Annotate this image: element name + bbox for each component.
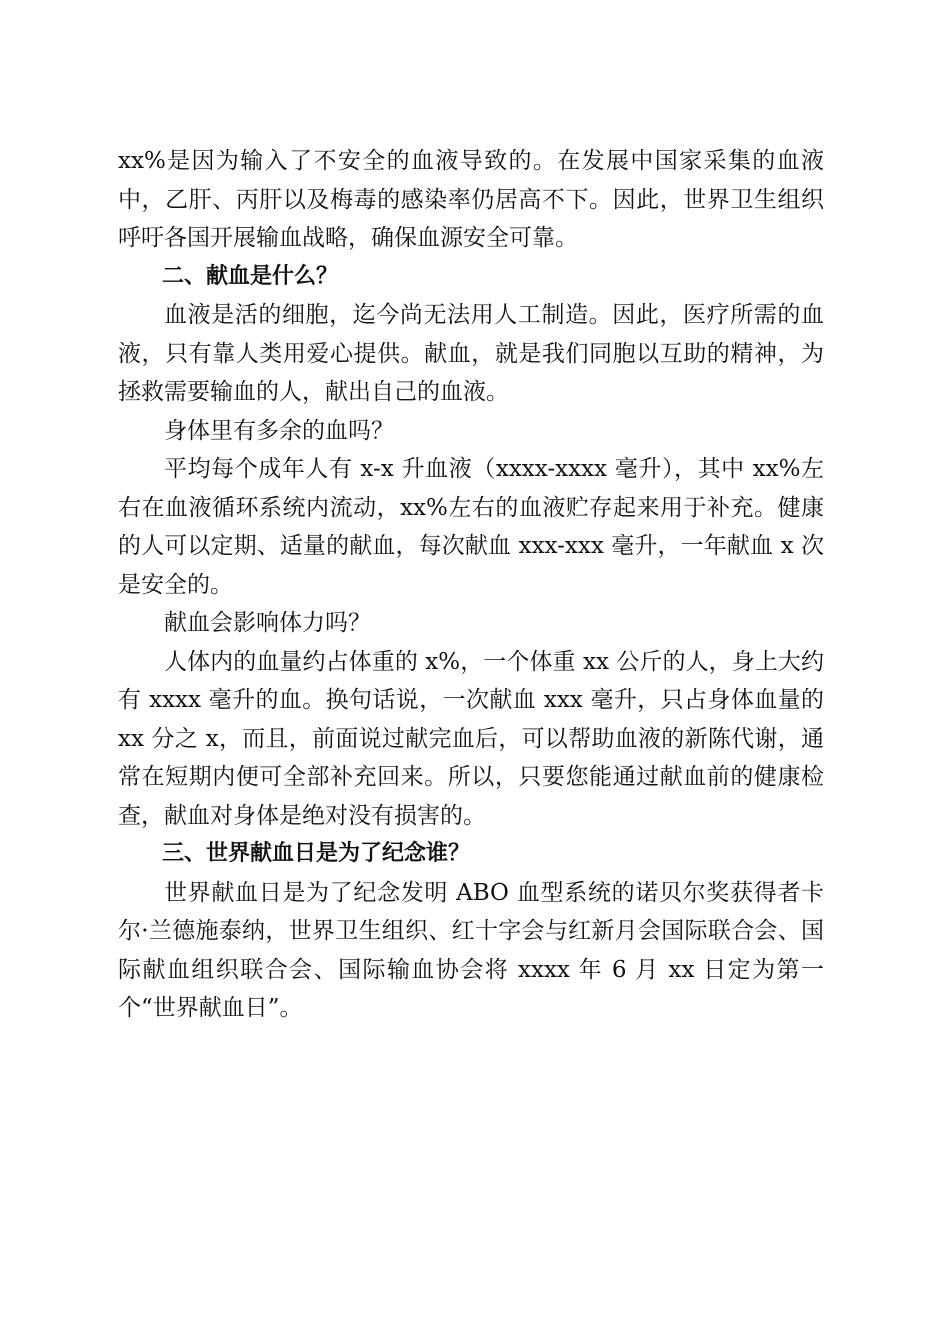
- paragraph-world-blood-day: 世界献血日是为了纪念发明 ABO 血型系统的诺贝尔奖获得者卡尔·兰德施泰纳，世界卫生组织、红十字会与红新月会国际联合会、国际献血组织联合会、国际输血协会将 xxxx 年 6 月 xx 日定为第一个“世界献血日”。: [118, 879, 824, 1021]
- paragraph-continued: xx%是因为输入了不安全的血液导致的。在发展中国家采集的血液中，乙肝、丙肝以及梅毒的感染率仍居高不下。因此，世界卫生组织呼吁各国开展输血战略，确保血源安全可靠。: [118, 148, 824, 251]
- question-affect-strength: 献血会影响体力吗？: [164, 610, 371, 636]
- paragraph-blood-volume: 人体内的血量约占体重的 x%，一个体重 xx 公斤的人，身上大约有 xxxx 毫升的血。换句话说，一次献血 xxx 毫升，只占身体血量的 xx 分之 x，而且，前面说过献完血后，可以帮助血液的新陈代谢，通常在短期内便可全部补充回来。所以，只要您能通过献血前的健康检查，献血对身体是绝对没有损害的。: [118, 648, 824, 829]
- question-extra-blood: 身体里有多余的血吗？: [164, 417, 394, 444]
- paragraph-average-adult-blood: 平均每个成年人有 x-x 升血液（xxxx-xxxx 毫升），其中 xx%左右在血液循环系统内流动，xx%左右的血液贮存起来用于补充。健康的人可以定期、适量的献血，每次献血 xxx-xxx 毫升，一年献血 x 次是安全的。: [118, 456, 824, 598]
- section-heading-what-is-donation: 二、献血是什么？: [162, 263, 339, 289]
- document-body: [118, 142, 824, 1028]
- section-heading-world-blood-day: 三、世界献血日是为了纪念谁？: [162, 841, 471, 866]
- paragraph-blood-is-living: 血液是活的细胞，迄今尚无法用人工制造。因此，医疗所需的血液，只有靠人类用爱心提供。献血，就是我们同胞以互助的精神，为拯救需要输血的人，献出自己的血液。: [118, 302, 824, 405]
